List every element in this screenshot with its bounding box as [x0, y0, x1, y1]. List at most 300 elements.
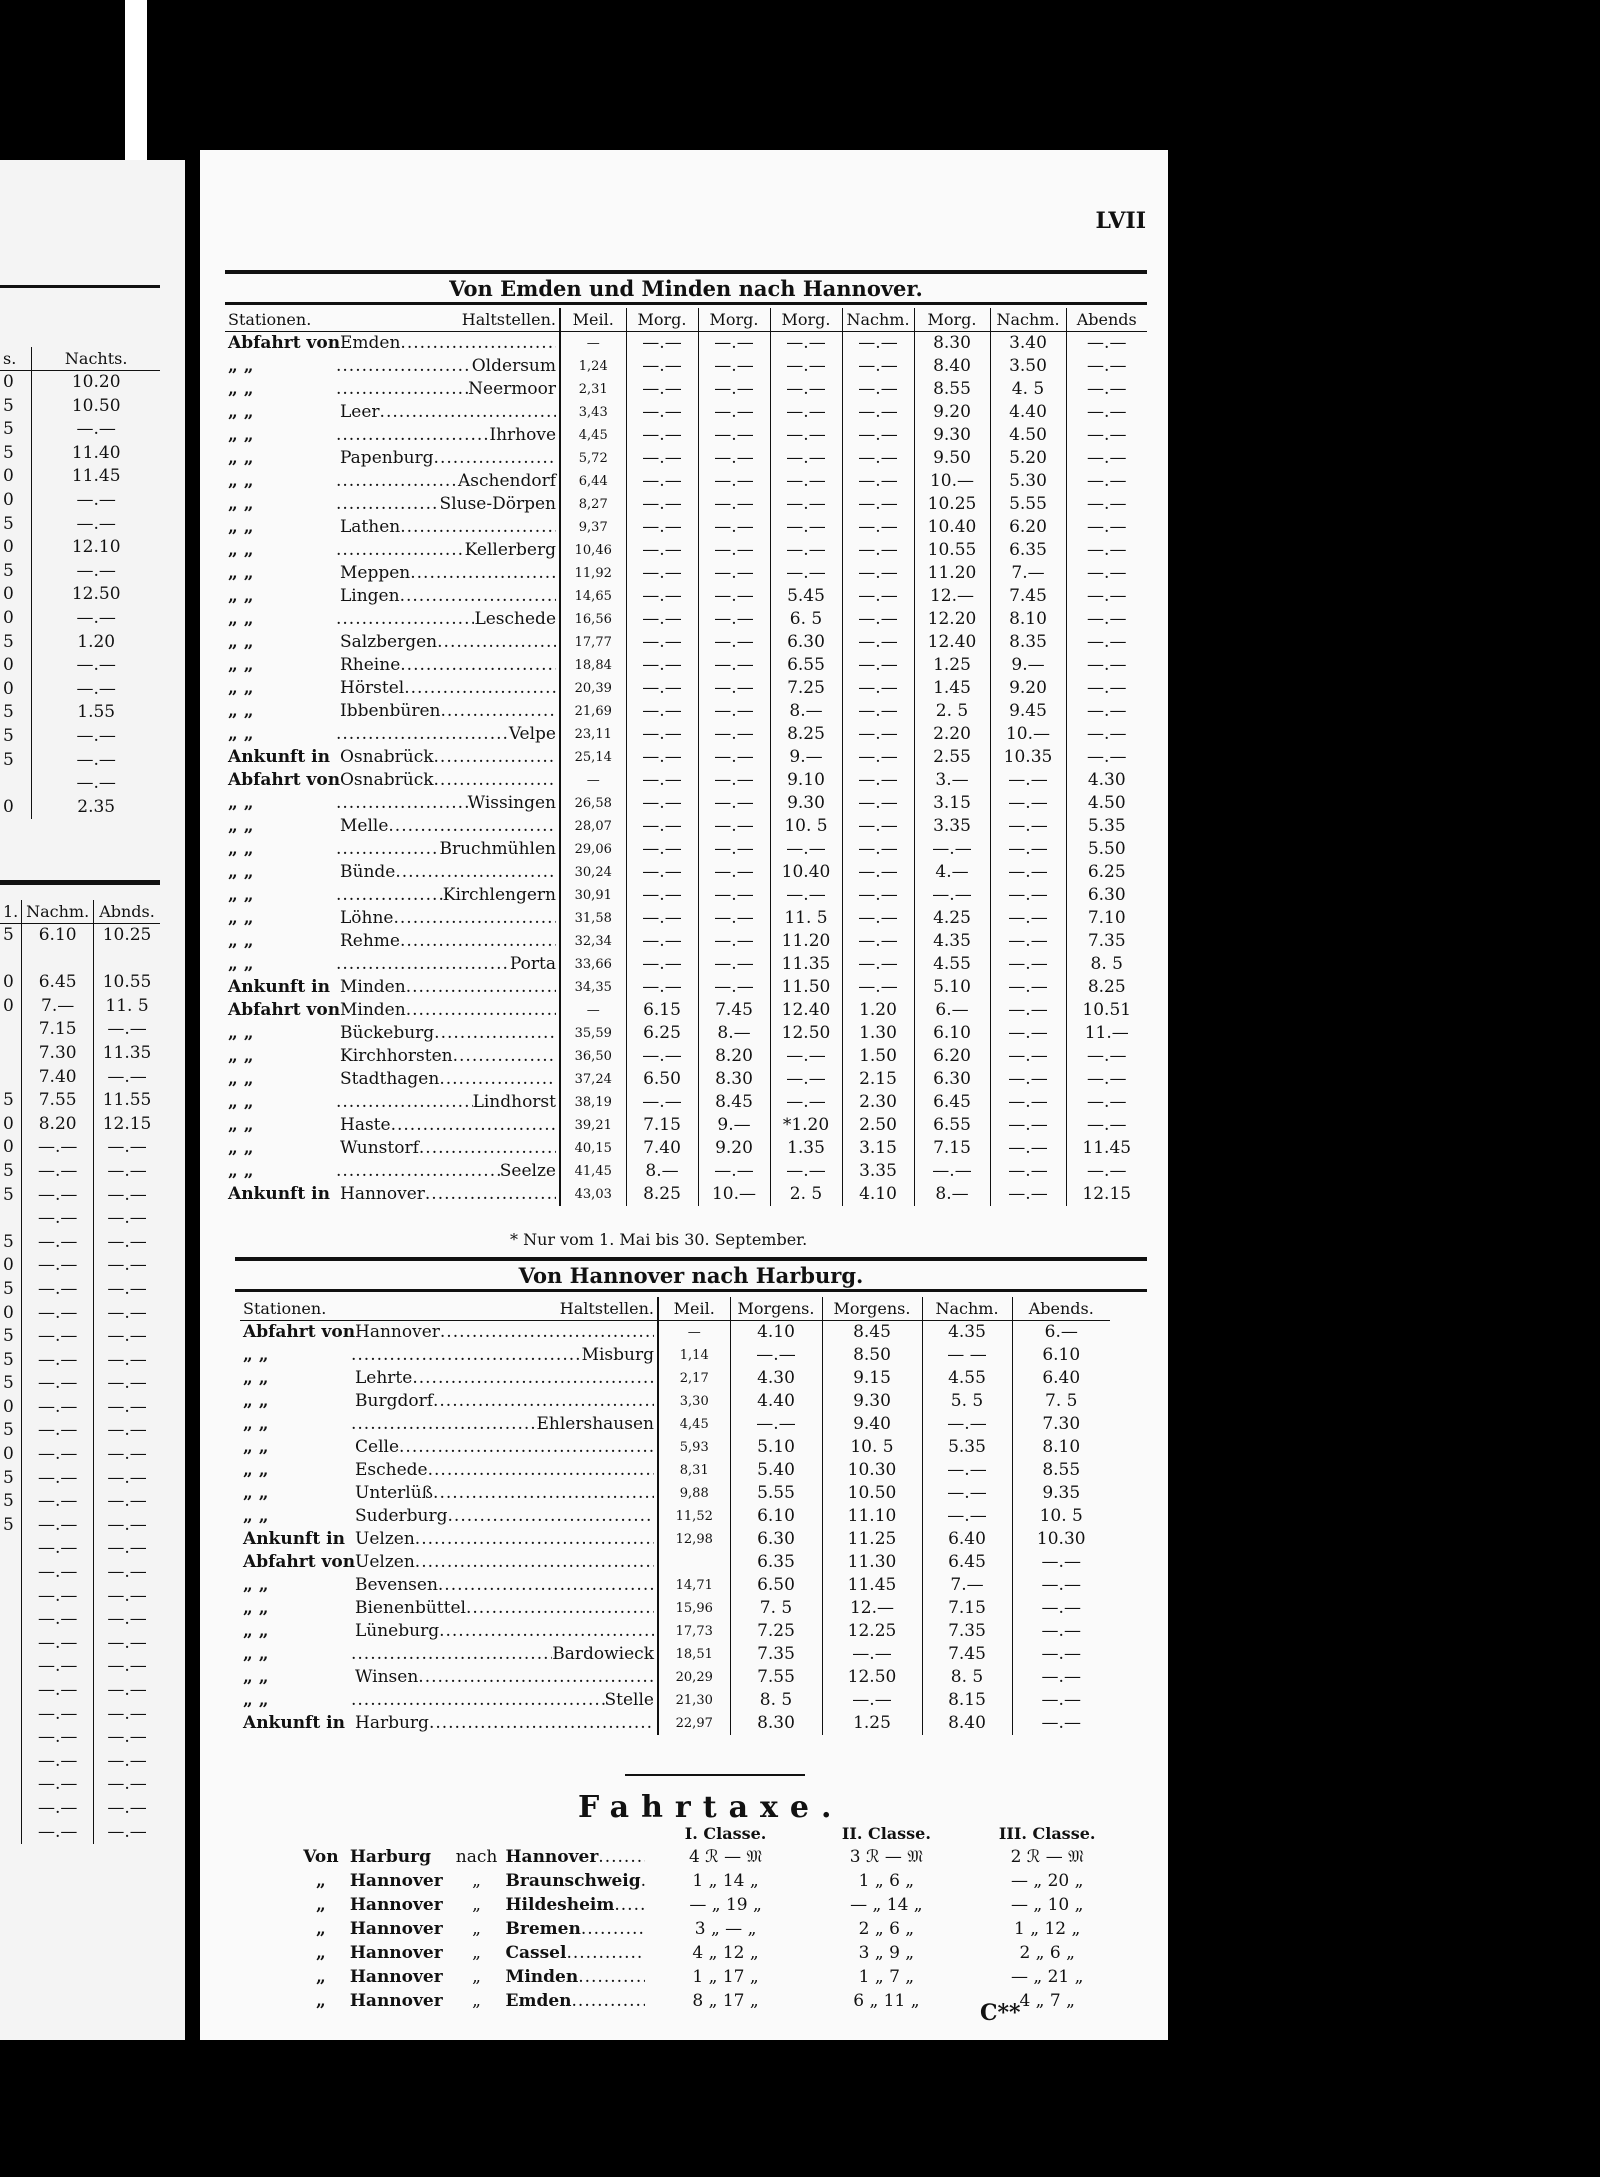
- fare-class2: 2 „ 6 „: [858, 1919, 915, 1939]
- time-cell: 3.15: [914, 792, 990, 815]
- left-nachts-cell: —.—: [32, 678, 160, 702]
- station-line: [228, 723, 556, 746]
- time-cell: 10.30: [822, 1459, 922, 1482]
- time-cell: —.—: [990, 769, 1066, 792]
- time-cell: 7.25: [770, 677, 842, 700]
- time-cell: 11.30: [822, 1551, 922, 1574]
- time-cell: —.—: [698, 654, 770, 677]
- timetable-row: [225, 424, 1147, 447]
- left-edge-cell: 5: [3, 419, 14, 440]
- time-cell: 6.30: [1066, 884, 1147, 907]
- station-name: Winsen: [355, 1667, 419, 1687]
- timetable-row: [225, 999, 1147, 1022]
- left-abnds-cell: —.—: [94, 1396, 160, 1420]
- fare-to: Hildesheim: [505, 1895, 615, 1915]
- station-cell: [225, 792, 560, 815]
- time-cell: —.—: [1066, 332, 1147, 356]
- time-cell: —.—: [842, 355, 914, 378]
- time-cell: 10.55: [914, 539, 990, 562]
- left-abnds-cell: —.—: [94, 1254, 160, 1278]
- time-cell: —.—: [626, 539, 698, 562]
- footnote: * Nur vom 1. Mai bis 30. September.: [510, 1230, 808, 1249]
- fare-prefix: „: [316, 1967, 326, 1987]
- time-cell: 9.20: [990, 677, 1066, 700]
- time-cell: 7.45: [990, 585, 1066, 608]
- left-edge-cell: [0, 1537, 22, 1561]
- time-cell: —.—: [1066, 378, 1147, 401]
- time-cell: —.—: [698, 447, 770, 470]
- left-nachm-cell: 6.45: [22, 971, 94, 995]
- timetable-row: [225, 1068, 1147, 1091]
- time-cell: 7. 5: [1012, 1390, 1110, 1413]
- time-cell: —.—: [698, 976, 770, 999]
- time-cell: —.—: [1066, 562, 1147, 585]
- time-cell: —.—: [990, 1045, 1066, 1068]
- leader-dots: [453, 1045, 556, 1068]
- time-cell: 9.40: [822, 1413, 922, 1436]
- left-lower-row: [0, 1160, 160, 1184]
- time-cell: 4.50: [990, 424, 1066, 447]
- time-cell: 1.25: [822, 1712, 922, 1735]
- time-cell: 8.45: [698, 1091, 770, 1114]
- left-lower-row: [0, 1585, 160, 1609]
- station-name: Papenburg: [340, 448, 434, 468]
- time-cell: —.—: [626, 332, 698, 356]
- left-abnds-cell: —.—: [94, 1773, 160, 1797]
- station-prefix: „ „: [228, 632, 254, 652]
- station-prefix: „ „: [228, 425, 254, 445]
- time-cell: —.—: [1066, 470, 1147, 493]
- timetable-row: [225, 907, 1147, 930]
- left-edge-cell: 0: [3, 972, 14, 993]
- col-header-morg-2: Morg.: [698, 308, 770, 332]
- station-prefix: Abfahrt von: [228, 333, 341, 353]
- time-cell: —.—: [842, 976, 914, 999]
- fare-to-line: [506, 1989, 645, 2013]
- col-header-nachm-1: Nachm.: [842, 308, 914, 332]
- left-edge-cell: 0: [3, 678, 14, 699]
- time-cell: 1.20: [842, 999, 914, 1022]
- distance-cell: 11,92: [560, 562, 626, 585]
- time-cell: 8.25: [1066, 976, 1147, 999]
- leader-dots: [404, 677, 556, 700]
- station-prefix: „ „: [243, 1621, 269, 1641]
- time-cell: —.—: [842, 470, 914, 493]
- time-cell: —.—: [770, 332, 842, 356]
- station-line: [228, 401, 556, 424]
- leader-dots: [578, 1965, 645, 1989]
- fare-class3: 2 „ 6 „: [1019, 1943, 1075, 1963]
- station-line: [228, 1091, 556, 1114]
- leader-dots: [418, 1666, 654, 1689]
- time-cell: —.—: [698, 470, 770, 493]
- left-rule-2: [0, 880, 160, 885]
- haltstelle-name: Ehlershausen: [536, 1414, 654, 1434]
- emden-hannover-table: [225, 308, 1147, 1206]
- col-header-morg-4: Morg.: [914, 308, 990, 332]
- fare-to-line: [506, 1941, 645, 1965]
- time-cell: 5.50: [1066, 838, 1147, 861]
- station-name: Uelzen: [355, 1529, 415, 1549]
- time-cell: —.—: [626, 585, 698, 608]
- station-name: Emden: [340, 333, 401, 353]
- timetable-page: [200, 150, 1168, 2040]
- time-cell: —.—: [1066, 608, 1147, 631]
- timetable-row: [225, 355, 1147, 378]
- left-abnds-cell: —.—: [94, 1207, 160, 1231]
- timetable-row: [225, 884, 1147, 907]
- time-cell: 6. 5: [770, 608, 842, 631]
- station-cell: [225, 999, 560, 1022]
- station-name: Bienenbüttel: [355, 1598, 466, 1618]
- station-prefix: „ „: [243, 1414, 269, 1434]
- time-cell: —.—: [990, 999, 1066, 1022]
- station-cell: [225, 654, 560, 677]
- leader-dots: [380, 401, 556, 424]
- distance-cell: 28,07: [560, 815, 626, 838]
- left-abnds-cell: —.—: [94, 1184, 160, 1208]
- time-cell: —.—: [822, 1689, 922, 1712]
- left-lower-row: [0, 1325, 160, 1349]
- left-lower-row: [0, 948, 160, 972]
- time-cell: —.—: [698, 631, 770, 654]
- left-lower-row: [0, 1018, 160, 1042]
- station-cell: [240, 1551, 658, 1574]
- timetable-row: [240, 1413, 1110, 1436]
- left-upper-row: [0, 418, 160, 442]
- leader-dots: [336, 884, 443, 907]
- table2-title: Von Hannover nach Harburg.: [518, 1263, 864, 1288]
- left-edge-cell: 5: [3, 749, 14, 770]
- left-lower-row: [0, 1561, 160, 1585]
- timetable-row: [225, 332, 1147, 356]
- fare-class1: 1 „ 17 „: [692, 1967, 759, 1987]
- left-edge-cell: 0: [3, 1113, 14, 1134]
- stations-header-2: [240, 1297, 658, 1321]
- timetable-row: [225, 953, 1147, 976]
- time-cell: 4.—: [914, 861, 990, 884]
- time-cell: 8.45: [822, 1321, 922, 1345]
- timetable-row: [240, 1689, 1110, 1712]
- distance-cell: [658, 1551, 730, 1574]
- time-cell: —.—: [698, 355, 770, 378]
- time-cell: —.—: [626, 907, 698, 930]
- time-cell: —.—: [914, 1160, 990, 1183]
- left-abnds-cell: —.—: [94, 1018, 160, 1042]
- left-abnds-cell: —.—: [94, 1419, 160, 1443]
- station-line: [228, 815, 556, 838]
- time-cell: —.—: [626, 1045, 698, 1068]
- time-cell: —.—: [822, 1643, 922, 1666]
- station-prefix: Ankunft in: [243, 1713, 345, 1733]
- left-lower-row: [0, 1703, 160, 1727]
- distance-cell: 18,51: [658, 1643, 730, 1666]
- station-prefix: „ „: [228, 678, 254, 698]
- time-cell: —.—: [698, 1160, 770, 1183]
- time-cell: 1.25: [914, 654, 990, 677]
- timetable-row: [225, 378, 1147, 401]
- leader-dots: [614, 1893, 644, 1917]
- fare-row: [295, 1917, 1125, 1941]
- station-cell: [225, 884, 560, 907]
- table1-title: Von Emden und Minden nach Hannover.: [449, 276, 923, 301]
- station-cell: [240, 1413, 658, 1436]
- time-cell: 8.—: [914, 1183, 990, 1206]
- time-cell: 10.40: [770, 861, 842, 884]
- haltstelle-name: Kellerberg: [464, 540, 556, 560]
- station-prefix: „ „: [228, 1092, 254, 1112]
- time-cell: 12.40: [770, 999, 842, 1022]
- station-line: [228, 976, 556, 999]
- timetable-row: [225, 1022, 1147, 1045]
- time-cell: —.—: [698, 493, 770, 516]
- station-line: [228, 677, 556, 700]
- left-page-fragment: [0, 160, 185, 2040]
- timetable-row: [225, 1045, 1147, 1068]
- distance-cell: 38,19: [560, 1091, 626, 1114]
- time-cell: *1.20: [770, 1114, 842, 1137]
- time-cell: —.—: [698, 861, 770, 884]
- time-cell: 12.15: [1066, 1183, 1147, 1206]
- time-cell: 5.10: [914, 976, 990, 999]
- station-prefix: „ „: [243, 1368, 269, 1388]
- fare-class3: — „ 21 „: [1010, 1967, 1084, 1987]
- leader-dots: [388, 815, 556, 838]
- time-cell: 4. 5: [990, 378, 1066, 401]
- leader-dots: [410, 562, 556, 585]
- fare-from: Hannover: [349, 1919, 443, 1939]
- station-name: Bevensen: [355, 1575, 438, 1595]
- left-header-abnds: Abnds.: [94, 900, 160, 924]
- time-cell: —.—: [698, 401, 770, 424]
- time-cell: —.—: [626, 493, 698, 516]
- left-edge-cell: [0, 1585, 22, 1609]
- left-upper-row: [0, 678, 160, 702]
- left-lower-row: [0, 1278, 160, 1302]
- time-cell: 5.55: [730, 1482, 822, 1505]
- fare-class1: 3 „ — „: [694, 1919, 757, 1939]
- left-edge-cell: [0, 1750, 22, 1774]
- left-lower-row: [0, 1443, 160, 1467]
- time-cell: —.—: [1012, 1620, 1110, 1643]
- timetable-row: [225, 1137, 1147, 1160]
- leader-dots: [434, 447, 556, 470]
- fare-to-cell: [503, 1941, 648, 1965]
- time-cell: 7.40: [626, 1137, 698, 1160]
- time-cell: 10.50: [822, 1482, 922, 1505]
- fare-class1: — „ 19 „: [689, 1895, 762, 1915]
- left-edge-cell: [0, 1561, 22, 1585]
- station-line: [228, 746, 556, 769]
- station-name: Lingen: [340, 586, 400, 606]
- leader-dots: [415, 1551, 654, 1574]
- time-cell: 3.35: [914, 815, 990, 838]
- time-cell: 5.35: [1066, 815, 1147, 838]
- left-nachts-cell: —.—: [32, 513, 160, 537]
- time-cell: —.—: [626, 930, 698, 953]
- distance-cell: 9,88: [658, 1482, 730, 1505]
- station-cell: [225, 631, 560, 654]
- left-edge-cell: 5: [3, 1373, 14, 1394]
- time-cell: —.—: [698, 769, 770, 792]
- station-cell: [225, 1022, 560, 1045]
- station-line: [243, 1528, 654, 1551]
- time-cell: —.—: [842, 332, 914, 356]
- left-nachm-cell: —.—: [22, 1537, 94, 1561]
- timetable-row: [225, 562, 1147, 585]
- leader-dots: [434, 1022, 556, 1045]
- distance-cell: 43,03: [560, 1183, 626, 1206]
- left-lower-row: [0, 1608, 160, 1632]
- time-cell: 8. 5: [730, 1689, 822, 1712]
- timetable-row: [225, 1183, 1147, 1206]
- time-cell: 4.25: [914, 907, 990, 930]
- leader-dots: [429, 1712, 654, 1735]
- fare-row: [295, 1941, 1125, 1965]
- timetable-row: [225, 976, 1147, 999]
- time-cell: —.—: [922, 1413, 1012, 1436]
- fare-to: Bremen: [505, 1919, 581, 1939]
- distance-cell: —: [560, 769, 626, 792]
- time-cell: —.—: [990, 930, 1066, 953]
- time-cell: 4.40: [990, 401, 1066, 424]
- timetable-row: [225, 447, 1147, 470]
- time-cell: 5.30: [990, 470, 1066, 493]
- page-number: LVII: [1095, 208, 1146, 234]
- time-cell: 11. 5: [770, 907, 842, 930]
- timetable-row: [225, 493, 1147, 516]
- station-prefix: „ „: [228, 563, 254, 583]
- fare-to-cell: [503, 1845, 648, 1869]
- station-name: Leer: [340, 402, 380, 422]
- time-cell: —.—: [626, 401, 698, 424]
- station-cell: [240, 1505, 658, 1528]
- time-cell: —.—: [922, 1482, 1012, 1505]
- left-nachm-cell: —.—: [22, 1797, 94, 1821]
- fare-nach: nach: [455, 1847, 498, 1867]
- timetable-row: [240, 1551, 1110, 1574]
- table2-rule-top: [235, 1257, 1147, 1261]
- time-cell: 8.20: [698, 1045, 770, 1068]
- left-edge-cell: [0, 1066, 22, 1090]
- distance-cell: 9,37: [560, 516, 626, 539]
- leader-dots: [336, 792, 468, 815]
- time-cell: 10.—: [914, 470, 990, 493]
- time-cell: 6.50: [626, 1068, 698, 1091]
- distance-cell: 4,45: [658, 1413, 730, 1436]
- time-cell: 10.35: [990, 746, 1066, 769]
- distance-cell: 40,15: [560, 1137, 626, 1160]
- time-cell: —.—: [698, 700, 770, 723]
- col-header-abends: Abends: [1066, 308, 1147, 332]
- station-prefix: „ „: [228, 1161, 254, 1181]
- station-prefix: Abfahrt von: [228, 770, 341, 790]
- distance-cell: 37,24: [560, 1068, 626, 1091]
- fare-nach: „: [472, 1991, 481, 2011]
- leader-dots: [433, 1390, 654, 1413]
- station-line: [243, 1436, 654, 1459]
- left-lower-row: [0, 1207, 160, 1231]
- station-cell: [225, 585, 560, 608]
- distance-cell: 23,11: [560, 723, 626, 746]
- left-edge-cell: 5: [3, 725, 14, 746]
- time-cell: 7.—: [990, 562, 1066, 585]
- time-cell: —.—: [842, 562, 914, 585]
- time-cell: 12.40: [914, 631, 990, 654]
- fare-nach: „: [472, 1895, 481, 1915]
- left-nachm-cell: —.—: [22, 1655, 94, 1679]
- leader-dots: [438, 1574, 654, 1597]
- distance-cell: 8,27: [560, 493, 626, 516]
- station-name: Minden: [340, 1000, 406, 1020]
- fare-to-line: [506, 1893, 645, 1917]
- time-cell: 9.30: [914, 424, 990, 447]
- time-cell: —.—: [842, 677, 914, 700]
- station-prefix: „ „: [228, 724, 254, 744]
- fare-class2: 3 „ 9 „: [858, 1943, 915, 1963]
- col-header-meil: Meil.: [560, 308, 626, 332]
- fare-class2: 3 ℛ — 𝔐: [849, 1847, 923, 1867]
- station-name: Hörstel: [340, 678, 405, 698]
- left-lower-row: [0, 1089, 160, 1113]
- fares-table: [295, 1822, 1125, 2013]
- station-cell: [225, 723, 560, 746]
- left-lower-row: [0, 1372, 160, 1396]
- left-nachts-cell: 1.20: [32, 631, 160, 655]
- time-cell: 2.55: [914, 746, 990, 769]
- distance-cell: 26,58: [560, 792, 626, 815]
- time-cell: 8.—: [626, 1160, 698, 1183]
- station-cell: [225, 539, 560, 562]
- time-cell: —.—: [1066, 700, 1147, 723]
- left-nachm-cell: —.—: [22, 1231, 94, 1255]
- timetable-row: [225, 677, 1147, 700]
- leader-dots: [581, 1917, 645, 1941]
- timetable-row: [240, 1390, 1110, 1413]
- leader-dots: [437, 631, 556, 654]
- station-cell: [225, 424, 560, 447]
- time-cell: —.—: [770, 838, 842, 861]
- distance-cell: 14,65: [560, 585, 626, 608]
- col2-header-nachm: Nachm.: [922, 1297, 1012, 1321]
- haltstelle-name: Aschendorf: [457, 471, 556, 491]
- time-cell: —.—: [626, 608, 698, 631]
- time-cell: 9.—: [770, 746, 842, 769]
- distance-cell: 2,17: [658, 1367, 730, 1390]
- left-abnds-cell: —.—: [94, 1467, 160, 1491]
- left-nachts-cell: —.—: [32, 749, 160, 773]
- timetable-row: [240, 1712, 1110, 1735]
- left-nachts-cell: 1.55: [32, 701, 160, 725]
- timetable-row: [225, 654, 1147, 677]
- fare-to-line: [506, 1965, 645, 1989]
- left-edge-cell: 0: [3, 372, 14, 392]
- time-cell: 3.50: [990, 355, 1066, 378]
- left-nachm-cell: 7.55: [22, 1089, 94, 1113]
- fare-prefix: „: [316, 1943, 326, 1963]
- signature-mark: C**: [980, 2000, 1021, 2026]
- time-cell: 8.30: [730, 1712, 822, 1735]
- time-cell: 9.30: [770, 792, 842, 815]
- timetable-row: [225, 1114, 1147, 1137]
- left-abnds-cell: [94, 948, 160, 972]
- distance-cell: —: [560, 332, 626, 356]
- leader-dots: [406, 976, 556, 999]
- fare-to-cell: [503, 1893, 648, 1917]
- fare-from: Hannover: [349, 1967, 443, 1987]
- left-abnds-cell: —.—: [94, 1443, 160, 1467]
- leader-dots: [433, 1482, 654, 1505]
